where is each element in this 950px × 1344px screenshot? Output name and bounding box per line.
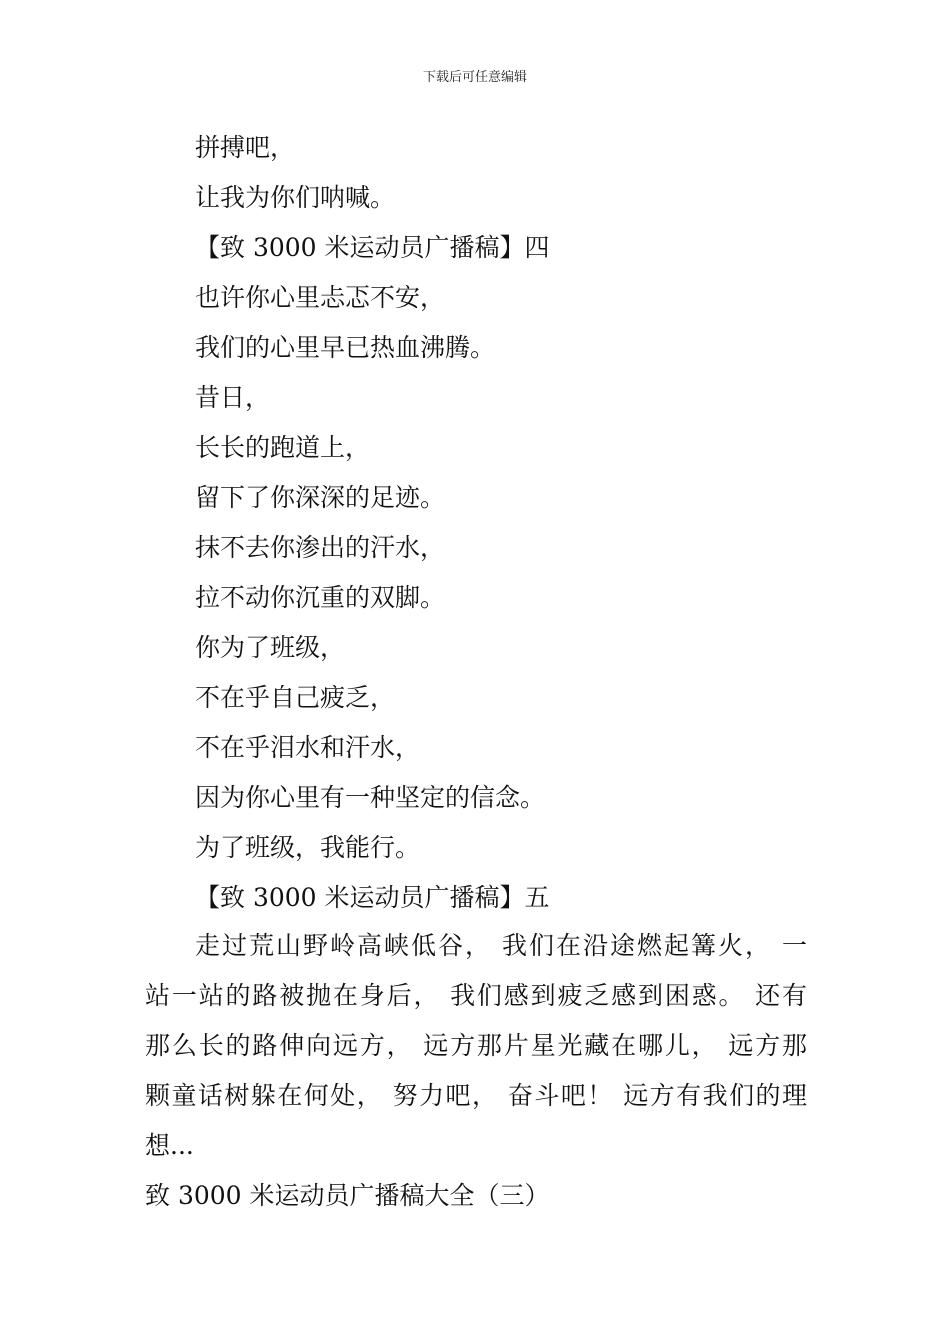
section-heading: 【致 3000 米运动员广播稿】四 <box>195 233 550 262</box>
poem-line: 你为了班级， <box>195 633 346 662</box>
page-header: 下载后可任意编辑 <box>422 70 527 85</box>
poem-line: 抹不去你渗出的汗水， <box>195 533 446 562</box>
paragraph-line: 想... <box>145 1131 194 1160</box>
paragraph-line: 那么长的路伸向远方， 远方那片星光藏在哪儿， 远方那 <box>145 1031 807 1060</box>
poem-line: 也许你心里忐忑不安， <box>195 283 446 312</box>
poem-line: 拼搏吧， <box>195 133 296 162</box>
paragraph-line: 走过荒山野岭高峡低谷， 我们在沿途燃起篝火， 一 <box>195 931 807 960</box>
poem-line: 因为你心里有一种坚定的信念。 <box>195 783 546 812</box>
poem-line: 让我为你们呐喊。 <box>195 183 396 212</box>
poem-line: 不在乎泪水和汗水， <box>195 733 421 762</box>
poem-line: 拉不动你沉重的双脚。 <box>195 583 446 612</box>
poem-line: 昔日， <box>195 383 271 412</box>
paragraph-line: 站一站的路被抛在身后， 我们感到疲乏感到困惑。 还有 <box>145 981 807 1010</box>
section-heading: 【致 3000 米运动员广播稿】五 <box>195 883 550 912</box>
poem-line: 为了班级，我能行。 <box>195 833 421 862</box>
poem-line: 留下了你深深的足迹。 <box>195 483 446 512</box>
section-title: 致 3000 米运动员广播稿大全（三） <box>145 1181 550 1210</box>
poem-line: 长长的跑道上， <box>195 433 371 462</box>
poem-line: 我们的心里早已热血沸腾。 <box>195 333 496 362</box>
poem-line: 不在乎自己疲乏， <box>195 683 396 712</box>
paragraph-line: 颗童话树躲在何处， 努力吧， 奋斗吧！ 远方有我们的理 <box>145 1081 807 1110</box>
